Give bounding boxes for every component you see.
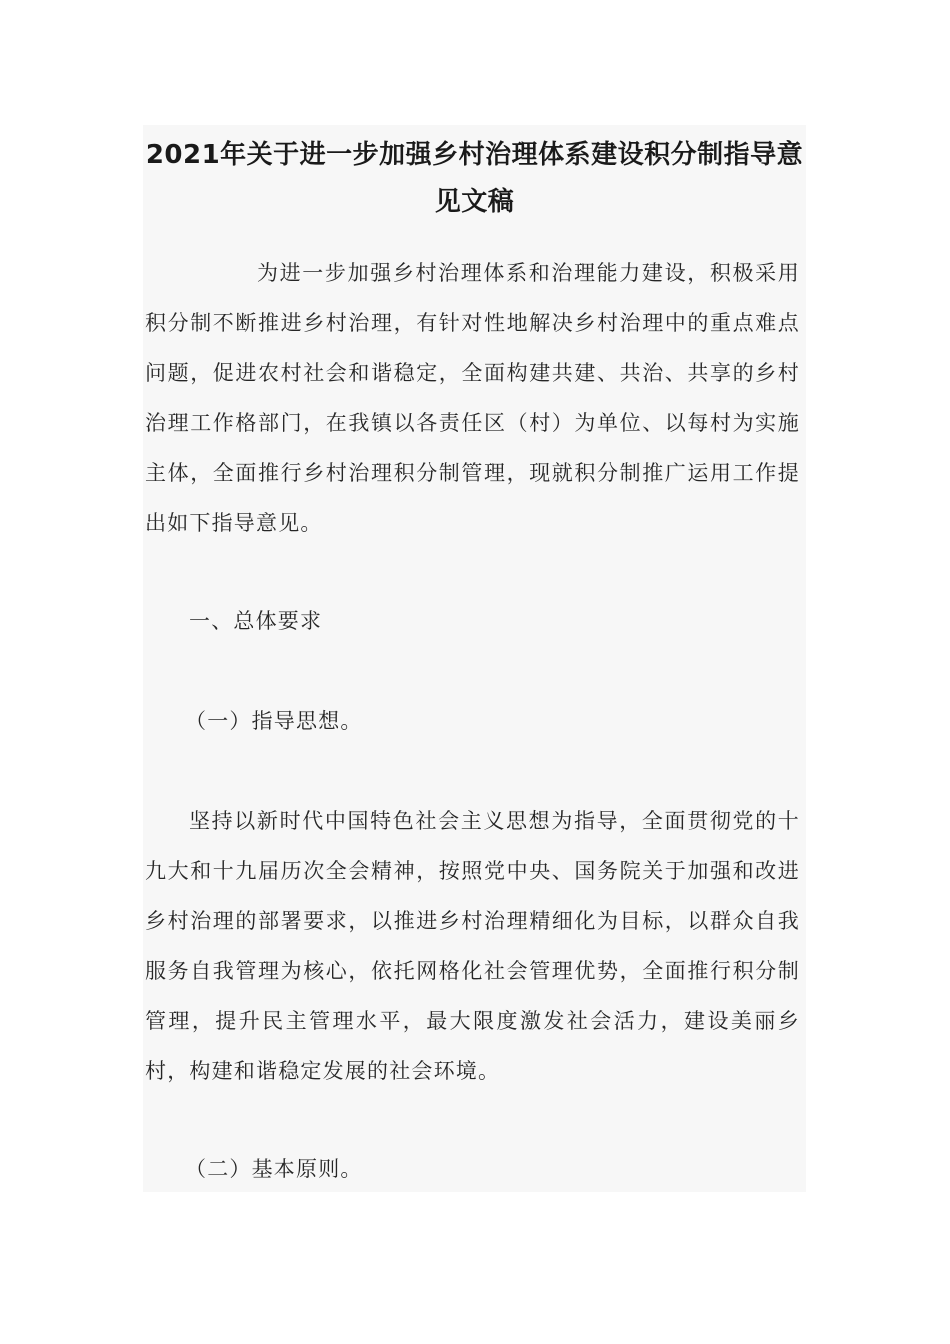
guiding-ideology-paragraph bbox=[145, 796, 800, 1096]
document-title: 2021年关于进一步加强乡村治理体系建设积分制指导意见文稿 bbox=[145, 140, 804, 217]
subsection-heading-guiding-ideology: （一）指导思想。 bbox=[185, 709, 363, 733]
intro-paragraph-text: 为进一步加强乡村治理体系和治理能力建设，积极采用积分制不断推进乡村治理，有针对性地解决乡村治理中的重点难点问题，促进农村社会和谐稳定，全面构建共建、共治、共享的乡村治理工作格部门，在我镇以各责任区（村）为单位、以每村为实施主体，全面推行乡村治理积分制管理，现就积分制推广运用工作提出如下指导意见。 bbox=[145, 261, 800, 535]
section-heading-overall-requirements: 一、总体要求 bbox=[189, 609, 323, 633]
subsection-heading-basic-principles: （二）基本原则。 bbox=[185, 1157, 363, 1181]
intro-paragraph bbox=[145, 248, 800, 548]
guiding-ideology-paragraph-text: 坚持以新时代中国特色社会主义思想为指导，全面贯彻党的十九大和十九届历次全会精神，按照党中央、国务院关于加强和改进乡村治理的部署要求，以推进乡村治理精细化为目标，以群众自我服务自我管理为核心，依托网格化社会管理优势，全面推行积分制管理，提升民主管理水平，最大限度激发社会活力，建设美丽乡村，构建和谐稳定发展的社会环境。 bbox=[145, 809, 800, 1083]
